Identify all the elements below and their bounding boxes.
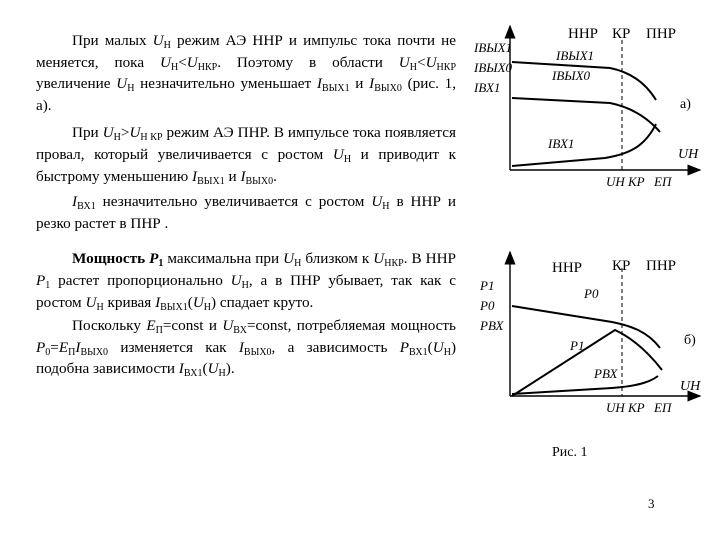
chart-b-label-p1: P1 [570,338,585,353]
chart-b-curve-pin [512,376,658,394]
chart-b-legend-p1: P1 [480,278,495,293]
chart-a-panel-label: а) [680,97,691,112]
chart-b-curve-p0 [512,306,660,348]
chart-b-mode-nnr: ННР [552,260,583,276]
chart-b-legend-pin: PВХ [480,318,504,333]
chart-a-mode-kr: КР [612,26,631,42]
paragraph-4: Мощность $Р_1$ максимальна при $U_Н$ близком к $U_{НКР}$. В ННР $Р_1$ растет пропорционально $U_Н$, а в ПНР убывает, так как с ростом $U_Н$ кривая $I_{ВЫХ1}(U_Н)$ спадает круто. [36,250,456,313]
figure-caption: Рис. 1 [552,445,588,460]
paragraph-1: При малых $U_Н$ режим АЭ ННР и импульс тока почти не меняется, пока $U_Н<U_{НКР}$. Поэтому в области $U_Н<U_{НКР}$ увеличение $U_Н$ незначительно уменьшает $I_{ВЫХ1}$ и $I_{ВЫХ0}$ (рис. 1, а). [36,32,456,114]
page-number: 3 [648,496,655,511]
chart-b-label-p0: P0 [584,286,599,301]
paragraph-3: $I_{ВХ1}$ незначительно увеличивается с ростом $U_Н$ в ННР и резко растет в ПНР . [36,193,456,232]
chart-b-mode-pnr: ПНР [646,258,677,274]
chart-b-x-label: UН [680,379,701,394]
paragraph-5: Поскольку $Е_П=const$ и $U_{ВХ}=const$, потребляемая мощность $Р_0=Е_ПI_{ВЫХ0}$ изменяется как $I_{ВЫХ0}$, а зависимость $Р_{ВХ1}(U_Н)$ подобна зависимости $I_{ВХ1}(U_Н)$. [36,317,456,380]
chart-a-legend-in1: IВХ1 [474,80,501,95]
chart-b [479,252,701,415]
chart-b-x-mark-kr: UН КР [606,400,645,415]
chart-a-mode-nnr: ННР [568,26,599,42]
chart-b-x-mark-ep: ЕП [654,400,672,415]
chart-a-curve-out0 [512,98,660,132]
chart-a-x-label: UН [678,147,699,162]
chart-a-mode-pnr: ПНР [646,26,677,42]
chart-a-label-out1: IВЫХ1 [556,48,595,63]
chart-a [473,26,700,189]
chart-b-label-pin: PВХ [594,366,618,381]
chart-a-curve-in1 [512,124,656,166]
chart-b-panel-label: б) [684,333,696,348]
chart-b-curve-p1 [512,330,662,396]
chart-b-mode-kr: КР [612,258,631,274]
chart-a-legend-out0: IВЫХ0 [474,60,513,75]
chart-a-label-in1: IВХ1 [548,136,575,151]
chart-a-label-out0: IВЫХ0 [552,68,591,83]
chart-a-x-mark-kr: UН КР [606,174,645,189]
chart-a-legend-out1: IВЫХ1 [474,40,513,55]
chart-a-x-mark-ep: ЕП [654,174,672,189]
chart-b-legend-p0: P0 [480,298,495,313]
paragraph-2: При $U_Н>U_{Н КР}$ режим АЭ ПНР. В импульсе тока появляется провал, который увеличивается с ростом $U_Н$ и приводит к быстрому уменьшению $I_{ВЫХ1}$ и $I_{ВЫХ0}$. [36,124,456,187]
